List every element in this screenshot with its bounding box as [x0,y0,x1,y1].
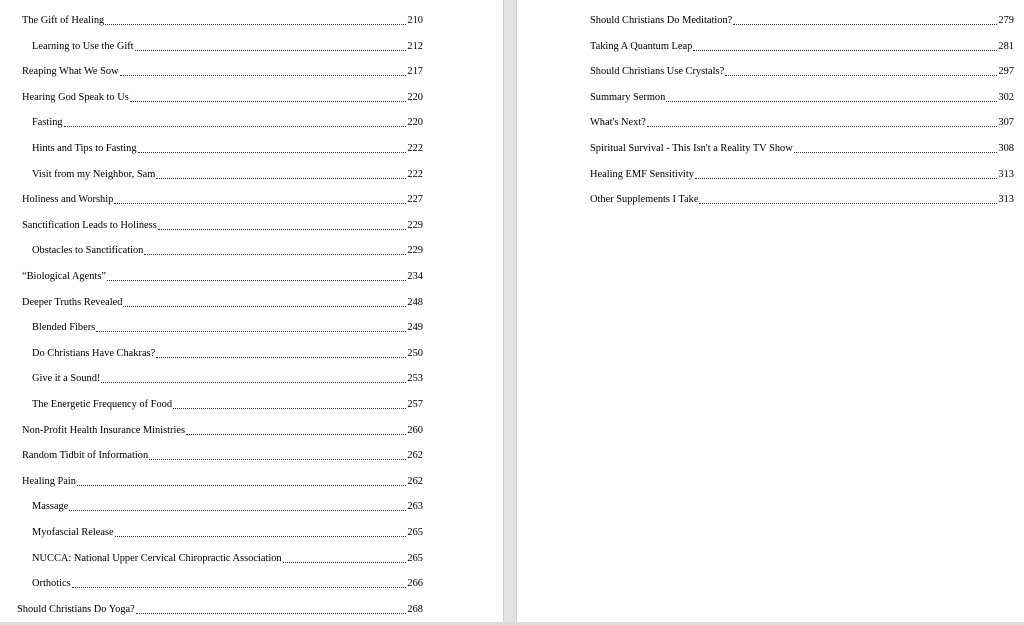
toc-entry-page-number: 253 [407,373,423,385]
toc-entry-page-number: 250 [407,347,423,359]
toc-dot-leader [186,434,406,435]
toc-entry-title: Spiritual Survival - This Isn't a Reality TV Show [590,143,793,154]
toc-entry[interactable] [22,12,423,28]
toc-entry-page-number: 234 [407,271,423,282]
toc-dot-leader [156,357,406,358]
toc-entry-title: Taking A Quantum Leap [590,40,693,52]
toc-entry[interactable] [590,140,1014,156]
toc-entry[interactable] [590,89,1014,105]
toc-entry[interactable] [32,396,423,412]
toc-entry[interactable] [590,191,1014,207]
toc-entry-page-number: 297 [998,66,1014,78]
toc-entry[interactable] [32,166,423,182]
toc-dot-leader [107,280,406,281]
toc-entry-title: What's Next? [590,117,646,129]
toc-entry-page-number: 220 [407,91,423,103]
toc-entry[interactable] [590,12,1014,28]
toc-entry[interactable] [590,166,1014,182]
toc-entry[interactable] [32,550,423,566]
toc-page-right [517,0,1024,622]
toc-entry-title: Should Christians Do Yoga? [17,603,135,615]
toc-entry-page-number: 222 [407,143,423,154]
toc-entry[interactable] [32,345,423,361]
toc-entry-page-number: 281 [998,40,1014,52]
toc-dot-leader [120,75,407,76]
toc-entry-title: Summary Sermon [590,91,666,103]
toc-entry[interactable] [22,422,423,438]
toc-dot-leader [158,229,407,230]
toc-entry-title: Should Christians Do Meditation? [590,15,733,26]
toc-entry-page-number: 265 [407,527,423,538]
toc-dot-leader [96,331,406,332]
toc-dot-leader [283,562,407,563]
toc-entry-page-number: 227 [407,194,423,206]
toc-entry-page-number: 313 [998,194,1014,206]
toc-dot-leader [101,382,406,383]
toc-entry[interactable] [32,38,423,54]
toc-entry-page-number: 262 [407,450,423,462]
toc-entry-title: Fasting [32,117,63,129]
toc-entry-title: The Energetic Frequency of Food [32,399,173,410]
toc-entry-title: Hints and Tips to Fasting [32,143,137,154]
toc-dot-leader [115,536,407,537]
toc-entry[interactable] [32,140,423,156]
toc-dot-leader [123,306,406,307]
toc-entry-page-number: 229 [407,219,423,231]
toc-entry-page-number: 262 [407,475,423,487]
toc-entry-title: The Gift of Healing [22,15,105,26]
toc-dot-leader [105,24,406,25]
toc-entry-title: Orthotics [32,578,71,590]
toc-dot-leader [794,152,998,153]
toc-entry-page-number: 307 [998,117,1014,129]
toc-entry[interactable] [22,268,423,284]
toc-entry-page-number: 248 [407,296,423,308]
toc-entry-page-number: 257 [407,399,423,410]
toc-entry-title: Do Christians Have Chakras? [32,347,156,359]
toc-dot-leader [69,510,406,511]
toc-entry-page-number: 266 [407,578,423,590]
toc-dot-leader [77,485,406,486]
toc-entry-title: Hearing God Speak to Us [22,91,129,103]
toc-entry-title: Should Christians Use Crystals? [590,66,725,78]
toc-dot-leader [135,50,407,51]
toc-entry[interactable] [22,294,423,310]
toc-entry-title: Random Tidbit of Information [22,450,149,462]
toc-entry-title: Massage [32,501,69,513]
toc-entry[interactable] [590,63,1014,79]
toc-entry-title: Learning to Use the Gift [32,40,134,52]
toc-entry[interactable] [590,114,1014,130]
toc-dot-leader [156,178,406,179]
toc-entry-title: Myofascial Release [32,527,114,538]
toc-entry-page-number: 217 [407,66,423,78]
toc-entry[interactable] [32,242,423,258]
toc-dot-leader [173,408,406,409]
toc-entry-page-number: 210 [407,15,423,26]
toc-entry-title: Other Supplements I Take [590,194,699,206]
toc-dot-leader [733,24,997,25]
toc-entry-title: Holiness and Worship [22,194,114,206]
toc-dot-leader [693,50,997,51]
toc-entry[interactable] [32,114,423,130]
toc-entry-title: Healing Pain [22,475,76,487]
toc-entry-title: Obstacles to Sanctification [32,245,144,257]
toc-entry[interactable] [22,191,423,207]
toc-entry-title: Sanctification Leads to Holiness [22,219,157,231]
toc-dot-leader [136,613,407,614]
toc-entry-title: “Biological Agents” [22,271,106,282]
toc-dot-leader [149,459,406,460]
toc-dot-leader [695,178,997,179]
toc-entry[interactable] [22,473,423,489]
toc-dot-leader [114,203,406,204]
toc-entry-page-number: 279 [998,15,1014,26]
toc-entry-page-number: 260 [407,424,423,436]
toc-entry[interactable] [32,319,423,335]
toc-entry-title: Healing EMF Sensitivity [590,168,694,180]
toc-entry[interactable] [32,524,423,540]
toc-entry[interactable] [22,217,423,233]
toc-entry-title: Give it a Sound! [32,373,101,385]
toc-entry[interactable] [32,498,423,514]
toc-entry-title: Reaping What We Sow [22,66,119,78]
toc-entry-page-number: 313 [998,168,1014,180]
toc-entry[interactable] [32,370,423,386]
toc-entry-page-number: 302 [998,91,1014,103]
toc-dot-leader [64,126,407,127]
page-gutter [503,0,517,625]
toc-entry[interactable] [590,38,1014,54]
toc-entry[interactable] [17,601,423,617]
toc-entry-page-number: 263 [407,501,423,513]
toc-dot-leader [725,75,997,76]
toc-dot-leader [138,152,407,153]
toc-entry-page-number: 220 [407,117,423,129]
toc-entry[interactable] [22,63,423,79]
toc-entry-title: Deeper Truths Revealed [22,296,123,308]
toc-entry-page-number: 249 [407,322,423,334]
toc-dot-leader [72,587,407,588]
toc-entry-title: Non-Profit Health Insurance Ministries [22,424,186,436]
toc-dot-leader [647,126,998,127]
toc-entry-page-number: 229 [407,245,423,257]
toc-entry-page-number: 268 [407,603,423,615]
toc-entry-page-number: 222 [407,168,423,180]
toc-dot-leader [130,101,407,102]
toc-entry-title: Visit from my Neighbor, Sam [32,168,156,180]
toc-entry-page-number: 212 [407,40,423,52]
toc-page-left [0,0,503,622]
toc-entry[interactable] [32,575,423,591]
toc-entry[interactable] [22,89,423,105]
toc-dot-leader [666,101,997,102]
toc-entry-title: NUCCA: National Upper Cervical Chiropractic Association [32,552,282,564]
toc-entry-page-number: 265 [407,552,423,564]
toc-entry[interactable] [22,447,423,463]
toc-dot-leader [144,254,406,255]
toc-dot-leader [699,203,997,204]
toc-entry-page-number: 308 [998,143,1014,154]
toc-entry-title: Blended Fibers [32,322,96,334]
